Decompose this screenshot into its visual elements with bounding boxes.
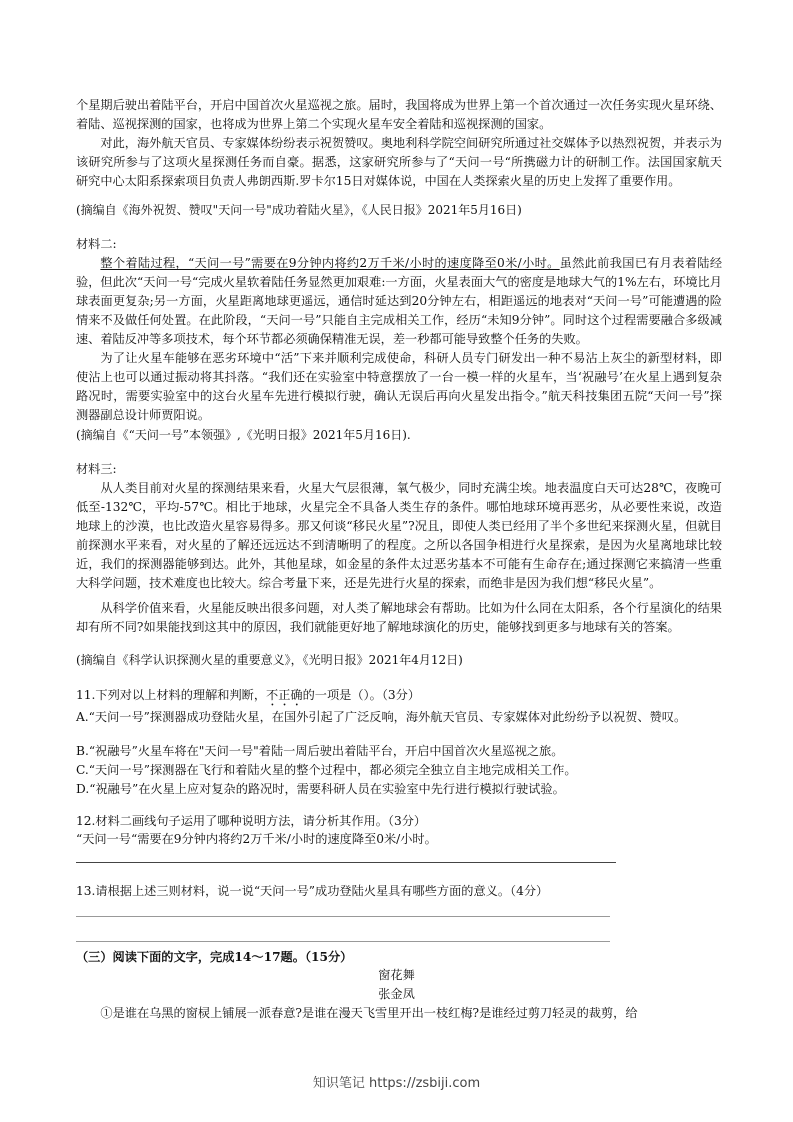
option-b: B.“祝融号”火星车将在"天问一号"着陆一周后驶出着陆平台，开启中国首次火星巡视之旅。 xyxy=(76,744,564,758)
option-d: D.“祝融号”在火星上应对复杂的路况时，需要科研人员在实验室中先行进行模拟行驶试验。 xyxy=(76,782,565,796)
paragraph-continuation: 个星期后驶出着陆平台，开启中国首次火星巡视之旅。届时，我国将成为世界上第一个首次通过一次任务实现火星环绕、着陆、巡视探测的国家，也将成为世界上第二个实现火星车安全着陆和巡视探测的国家。 xyxy=(76,98,722,131)
underlined-sentence: 整个着陆过程，“天问一号”需要在9分钟内将约2万千米/小时的速度降至0米/小时。 xyxy=(100,256,560,270)
question-13: 13.请根据上述三则材料，说一说“天问一号”成功登陆火星具有哪些方面的意义。（4分） xyxy=(76,884,549,898)
material-two-paragraph-2: 为了让火星车能够在恶劣环境中“活”下来并顺利完成使命，科研人员专门研发出一种不易沾上灰尘的新型材料，即使沾上也可以通过振动将其抖落。“我们还在实验室中特意摆放了一台一模一样的火星车，当‘祝融号’在火星上遇到复杂路况时，需要实验室中的这台火星车先进行模拟行驶，确认无误后再向火星发出指令。”航天科技集团五院“天问一号”探测器副总设计师贾阳说。 xyxy=(76,351,722,422)
answer-line-12 xyxy=(76,862,616,863)
source-citation-3: (摘编自《科学认识探测火星的重要意义》，《光明日报》2021年4月12日) xyxy=(76,653,463,667)
paragraph-reactions: 对此，海外航天官员、专家媒体纷纷表示祝贺赞叹。奥地利科学院空间研究所通过社交媒体予以热烈祝贺，并表示为该研究所参与了这项火星探测任务而自豪。据悉，这家研究所参与了“天问一号“所携磁力计的研制工作。法国国家航天研究中心太阳系探索项目负责人弗朗西斯.罗卡尔15日对媒体说，中国在人类探索火星的历史上发挥了重要作用。 xyxy=(76,136,722,188)
question-12: 12.材料二画线句子运用了哪种说明方法，请分析其作用。（3分） xyxy=(76,814,427,828)
essay-paragraph-1: ①是谁在乌黑的窗棂上铺展一派春意?是谁在漫天飞雪里开出一枝红梅?是谁经过剪刀轻灵的裁剪，给 xyxy=(100,1006,638,1020)
question-11 xyxy=(76,686,722,709)
material-two-paragraph-1-rest: 虽然此前我国已有月表着陆经验，但此次“天问一号“完成火星软着陆任务显然更加艰难:一方面，火星表面大气的密度是地球大气的1%左右，环境比月球表面更复杂;另一方面，火星距离地球更遥远，通信时延达到20分钟左右，相距遥远的地表对“天问一号”可能遭遇的险情来不及做任何处置。在此阶段，“天问一号”只能自主完成相关工作，经历“未知9分钟”。同时这个过程需要融合多级减速、着陆反冲等多项技术，每个环节都必须确保精准无误，差一秒都可能导致整个任务的失败。 xyxy=(76,256,723,346)
option-a: A.“天问一号”探测器成功登陆火星，在国外引起了广泛反响，海外航天官员、专家媒体对此纷纷予以祝贺、赞叹。 xyxy=(76,710,687,724)
option-c: C.“天问一号”探测器在飞行和着陆火星的整个过程中，都必须完全独立自主地完成相关工作。 xyxy=(76,763,577,777)
essay-author: 张金凤 xyxy=(378,987,415,1001)
question-11-suffix: 的一项是（）。（3分） xyxy=(302,688,421,702)
watermark-footer: 知识笔记 https://zsbiji.com xyxy=(312,1076,481,1091)
material-two-heading: 材料二: xyxy=(76,237,117,251)
answer-line-13b xyxy=(76,941,610,942)
material-three-paragraph-2: 从科学价值来看，火星能反映出很多问题，对人类了解地球会有帮助。比如为什么同在太阳系，各个行星演化的结果却有所不同?如果能找到这其中的原因，我们就能更好地了解地球演化的历史，能够找到更多与地球有关的答案。 xyxy=(76,601,722,634)
source-citation-1: (摘编自《海外祝贺、赞叹"天问一号"成功着陆火星》，《人民日报》2021年5月16日) xyxy=(76,203,522,217)
source-citation-2: (摘编自《“天问一号”本领强》,《光明日报》2021年5月16日). xyxy=(76,428,411,442)
section-three-heading: （三）阅读下面的文字，完成14～17题。（15分） xyxy=(76,950,353,964)
material-two-paragraph-1 xyxy=(76,254,722,349)
emphasized-word: 不正确 xyxy=(266,688,303,702)
question-12-quote: “天问一号“需要在9分钟内将约2万千米/小时的速度降至0米/小时。 xyxy=(76,832,437,846)
material-three-heading: 材料三: xyxy=(76,462,117,476)
question-11-prefix: 11.下列对以上材料的理解和判断， xyxy=(76,688,267,702)
essay-title: 窗花舞 xyxy=(378,968,415,982)
answer-line-13a xyxy=(76,916,610,917)
material-three-paragraph-1: 从人类目前对火星的探测结果来看，火星大气层很薄，氧气极少，同时充满尘埃。地表温度白天可达28℃，夜晚可低至-132℃，平均-57℃。相比于地球，火星完全不具备人类生存的条件。哪怕地球环境再恶劣，从必要性来说，改造地球上的沙漠，也比改造火星容易得多。那又何谈“移民火星”?况且，即使人类已经用了半个多世纪来探测火星，但就目前探测水平来看，对火星的了解还远远达不到清晰明了的程度。之所以各国争相进行火星探索，是因为火星离地球比较近，我们的探测器能够到达。此外，其他星球，如金星的条件太过恶劣基本不可能有生命存在;通过探测它来搞清一些重大科学问题，技术难度也比较大。综合考量下来，还是先进行火星的探索，而绝非是因为我们想“移民火星”。 xyxy=(76,481,722,590)
